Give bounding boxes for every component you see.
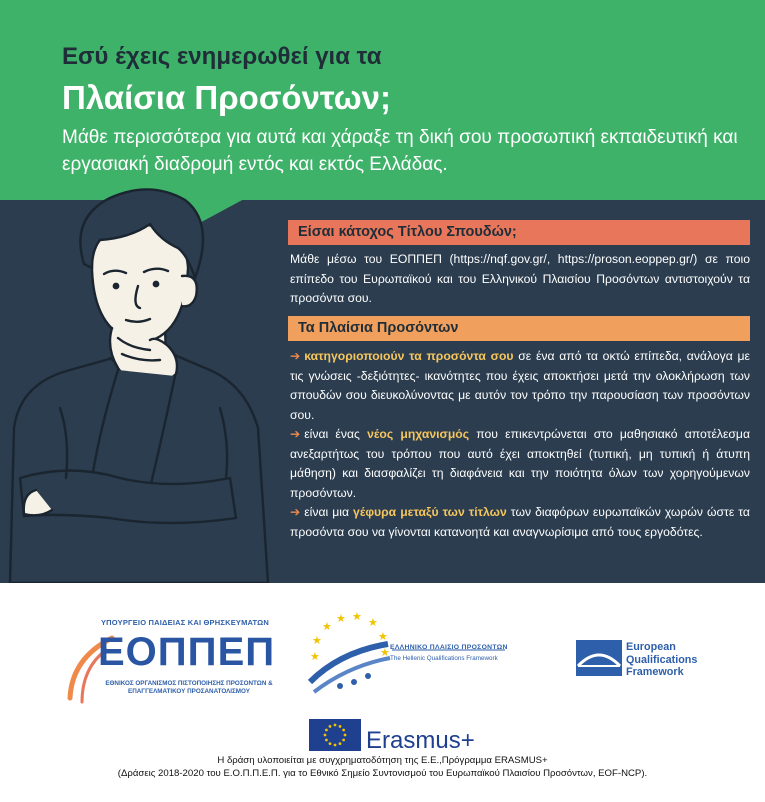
eoppep-subtitle: ΕΘΝΙΚΟΣ ΟΡΓΑΝΙΣΜΟΣ ΠΙΣΤΟΠΟΙΗΣΗΣ ΠΡΟΣΟΝΤΩΝ & ΕΠΑΓΓΕΛΜΑΤΙΚΟΥ ΠΡΟΣΑΝΑΤΟΛΙΣΜΟΥ	[105, 680, 273, 695]
section-degree-holder-body	[290, 250, 750, 309]
headline-line1: Εσύ έχεις ενημερωθεί για τα	[62, 43, 382, 70]
svg-text:★: ★	[322, 620, 332, 633]
erasmus-logo-text: Erasmus+	[366, 727, 475, 754]
svg-text:★: ★	[380, 646, 390, 659]
svg-text:★: ★	[378, 630, 388, 643]
highlight-text: νέος μηχανισμός	[367, 427, 470, 441]
eu-flag-icon	[309, 719, 361, 751]
list-item: ➔ κατηγοριοποιούν τα προσόντα σου σε ένα από τα οκτώ επίπεδα, ανάλογα με τις γνώσεις -δεξιότητες- ικανότητες που έχεις αποκτήσει μετά την ολοκλήρωση των σπουδών σου διευκολύνοντας με αυτόν τον τρόπο την παρουσίαση των προσόντων σου.	[290, 349, 750, 422]
section-frameworks-body	[290, 347, 750, 542]
svg-text:★: ★	[336, 612, 346, 625]
list-item: ➔ είναι μια γέφυρα μεταξύ των τίτλων των διαφόρων ευρωπαϊκών χωρών ώστε τα προσόντα σου να γίνονται κατανοητά και αναγνωρίσιμα από τους εργοδότες.	[290, 505, 750, 539]
section-title-frameworks: Τα Πλαίσια Προσόντων	[288, 316, 750, 341]
arrow-right-icon: ➔	[290, 427, 301, 441]
funding-footnote	[0, 754, 765, 780]
arrow-right-icon: ➔	[290, 505, 301, 519]
eqf-label: European Qualifications Framework	[626, 641, 698, 678]
svg-text:★: ★	[312, 634, 322, 647]
degree-holder-text: Μάθε μέσω του ΕΟΠΠΕΠ (https://nqf.gov.gr/, https://proson.eoppep.gr/) σε ποιο επίπεδο του Ευρωπαϊκού και του Ελληνικού Πλαισίου Προσόντων αντιστοιχούν τα προσόντα σου.	[290, 252, 750, 305]
svg-text:★: ★	[310, 650, 320, 663]
headline-subtitle: Μάθε περισσότερα για αυτά και χάραξε τη δική σου προσωπική εκπαιδευτική και εργασιακή διαδρομή εντός και εκτός Ελλάδας.	[62, 127, 738, 175]
eoppep-logo-text: ΕΟΠΠΕΠ	[98, 630, 276, 674]
svg-text:★: ★	[352, 612, 362, 623]
svg-text:★: ★	[368, 616, 378, 629]
eqf-bridge-icon	[576, 640, 622, 676]
hqf-subtitle: The Hellenic Qualifications Framework	[390, 655, 498, 662]
highlight-text: γέφυρα μεταξύ των τίτλων	[353, 505, 507, 519]
list-item: ➔ είναι ένας νέος μηχανισμός που επικεντρώνεται στο μαθησιακό αποτέλεσμα ανεξαρτήτως του τρόπου που αυτό έχει αποκτηθεί (τυπική, μη τυπική ή άτυπη μάθηση) και διασφαλίζει τη διαφάνεια και την ποιότητα όλων των χορηγούμενων προσόντων.	[290, 427, 750, 500]
section-title-degree-holder: Είσαι κάτοχος Τίτλου Σπουδών;	[288, 220, 750, 245]
highlight-text: κατηγοριοποιούν τα προσόντα σου	[304, 349, 514, 363]
arrow-right-icon: ➔	[290, 349, 301, 363]
hqf-title: ΕΛΛΗΝΙΚΟ ΠΛΑΙΣΙΟ ΠΡΟΣΟΝΤΩΝ	[390, 644, 508, 651]
footnote-line1: Η δράση υλοποιείται με συγχρηματοδότηση της Ε.Ε.,Πρόγραμμα ERASMUS+	[217, 755, 548, 766]
headline-line2: Πλαίσια Προσόντων;	[62, 79, 391, 116]
thinking-person-illustration	[0, 178, 300, 583]
ministry-label: ΥΠΟΥΡΓΕΙΟ ΠΑΙΔΕΙΑΣ ΚΑΙ ΘΡΗΣΚΕΥΜΑΤΩΝ	[100, 618, 270, 627]
footnote-line2: (Δράσεις 2018-2020 του Ε.Ο.Π.Π.Ε.Π. για το Εθνικό Σημείο Συντονισμού του Ευρωπαϊκού Πλαισίου Προσόντων, EOF-NCP).	[117, 768, 648, 779]
